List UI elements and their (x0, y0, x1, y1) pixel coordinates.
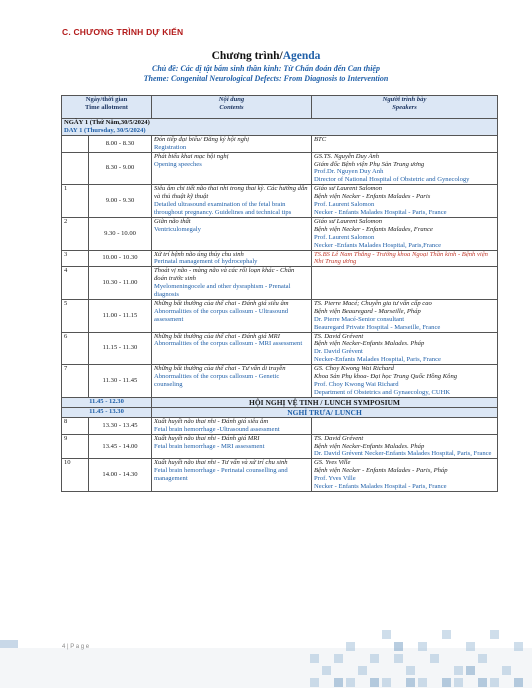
session-number: 4 (62, 267, 89, 300)
session-speakers (312, 299, 498, 332)
content-en: Registration (154, 143, 187, 151)
session-time: 9.00 - 9.30 (89, 185, 152, 218)
session-content (152, 267, 312, 300)
session-number: 10 (62, 459, 89, 492)
session-time: 9.30 - 10.00 (89, 217, 152, 250)
header-speakers-vi: Người trình bày (382, 96, 427, 103)
session-speakers (312, 365, 498, 398)
speaker-en: Dr. David Grévent (314, 348, 363, 356)
session-time: 14.00 - 14.30 (89, 459, 152, 492)
session-number: 6 (62, 332, 89, 365)
day-label-vi: NGÀY 1 (Thứ Năm,30/5/2024) (64, 119, 150, 126)
speaker-vi: TS. David Grévent (314, 434, 364, 442)
speaker-vi: Giáo sư Laurent Salomon (314, 217, 383, 225)
speaker-en: Necker - Enfants Malades Hospital - Paris, France (314, 208, 447, 216)
title-agenda: Agenda (282, 50, 321, 62)
session-content (152, 152, 312, 185)
content-en: Ventriculomegaly (154, 225, 201, 233)
speaker-vi: BTC (314, 135, 327, 143)
speaker-vi: Bệnh viện Necker-Enfants Malades. Pháp (314, 442, 425, 450)
lunch-row-label: NGHỈ TRƯA/ LUNCH (152, 407, 498, 417)
table-row (62, 434, 498, 459)
session-time: 8.30 - 9.00 (89, 152, 152, 185)
session-content (152, 299, 312, 332)
page-title (60, 50, 472, 62)
session-time: 10.30 - 11.00 (89, 267, 152, 300)
content-vi: Xử trí bệnh não úng thủy chu sinh (154, 250, 244, 258)
section-heading: C. CHƯƠNG TRÌNH DỰ KIẾN (62, 27, 184, 37)
speaker-vi: TS. David Grévent (314, 332, 364, 340)
content-vi: Thoát vị não - màng não và các rối loạn khác - Chẩn đoán trước sinh (154, 267, 295, 283)
table-row (62, 299, 498, 332)
session-speakers (312, 217, 498, 250)
session-time: 10.00 - 10.30 (89, 250, 152, 267)
session-speakers (312, 185, 498, 218)
content-vi: Những bất thường của thể chai - Tư vấn di truyền (154, 365, 286, 373)
speaker-en: Prof. Laurent Salomon (314, 201, 375, 209)
session-number: 7 (62, 365, 89, 398)
content-vi: Giãn não thất (154, 217, 191, 225)
header-content (152, 96, 312, 119)
speaker-vi: GS.TS. Nguyễn Duy Ánh (314, 152, 380, 160)
speaker-en: Necker-Enfants Malades Hospital, Paris, France (314, 356, 441, 364)
speaker-vi: TS. Pierre Macé; Chuyên gia tư vấn cấp cao (314, 299, 432, 307)
content-en: Detailed ultrasound examination of the fetal brain throughout pregnancy. Guidelines and technical tips (154, 201, 292, 216)
session-content (152, 459, 312, 492)
symposium-row-time: 11.45 - 12.30 (62, 397, 152, 407)
speaker-en: Dr. Pierre Macé-Senior consultant (314, 315, 405, 323)
speaker-vi: Giáo sư Laurent Salomon (314, 185, 383, 193)
content-vi: Những bất thường của thể chai - Đánh giá siêu âm (154, 299, 289, 307)
header-time-vi: Ngày/thời gian (85, 96, 128, 103)
table-row (62, 217, 498, 250)
session-number: 1 (62, 185, 89, 218)
session-speakers (312, 250, 498, 267)
table-row (62, 459, 498, 492)
speaker-en: Dr. David Grévent Necker-Enfants Malades Hospital, Paris, France (314, 450, 492, 458)
session-number: 5 (62, 299, 89, 332)
session-number: 9 (62, 434, 89, 459)
speaker-en: Prof. Laurent Salomon (314, 233, 375, 241)
session-number: 3 (62, 250, 89, 267)
speaker-vi: Bệnh viện Necker-Enfants Malades. Pháp (314, 340, 425, 348)
table-header-row (62, 96, 498, 119)
speaker-vi: GS. Yves Ville (314, 459, 351, 467)
session-time: 13.45 - 14.00 (89, 434, 152, 459)
content-vi: Những bất thường của thể chai - Đánh giá MRI (154, 332, 280, 340)
session-time: 8.00 - 8.30 (89, 135, 152, 152)
session-number (62, 152, 89, 185)
speaker-vi: Bệnh viện Necker - Enfants Malades, France (314, 225, 433, 233)
session-content (152, 332, 312, 365)
session-speakers (312, 267, 498, 300)
header-content-en: Contents (219, 103, 244, 111)
theme-english: Theme: Congenital Neurological Defects: From Diagnosis to Intervention (143, 74, 389, 83)
speaker-vi: Giám đốc Bệnh viện Phụ Sản Trung ương (314, 160, 425, 168)
day-row (62, 119, 498, 136)
session-speakers (312, 434, 498, 459)
content-en: Fetal brain hemorrhage - Perinatal counselling and management (154, 467, 288, 483)
session-speakers (312, 459, 498, 492)
session-time: 13.30 - 13.45 (89, 417, 152, 434)
speaker-vi: Bệnh viện Necker - Enfants Malades - Paris, Pháp (314, 467, 448, 475)
session-content (152, 135, 312, 152)
content-en: Abnormalities of the corpus callosum - Genetic counseling (154, 373, 280, 388)
content-en: Fetal brain hemorrhage -Ultrasound assessment (154, 425, 280, 433)
theme-vietnamese: Chủ đề: Các dị tật bẩm sinh thần kinh: Từ Chẩn đoán đến Can thiệp (152, 64, 380, 73)
speaker-en: Prof.Dr. Nguyen Duy Anh (314, 168, 384, 176)
speaker-vi: GS. Choy Kwong Wai Richard (314, 365, 394, 373)
table-row (62, 135, 498, 152)
session-content (152, 250, 312, 267)
content-vi: Phát biểu khai mạc hội nghị (154, 152, 229, 160)
speaker-en: Prof. Choy Kwong Wai Richard (314, 381, 399, 388)
header-time-en: Time allotment (85, 103, 128, 111)
title-main: Chương trình/ (211, 50, 283, 62)
footer-grid-pattern (300, 624, 532, 688)
day-label-en: DAY 1 (Thursday, 30/5/2024) (64, 126, 146, 134)
page-number: 4 | P a g e (62, 644, 90, 650)
session-time: 11.30 - 11.45 (89, 365, 152, 398)
session-content (152, 185, 312, 218)
session-speakers (312, 417, 498, 434)
header-content-vi: Nội dung (218, 96, 245, 103)
header-speakers (312, 96, 498, 119)
content-vi: Xuất huyết não thai nhi - Đánh giá siêu âm (154, 417, 269, 425)
table-row (62, 250, 498, 267)
speaker-en: Director of National Hospital of Obstetric and Gynecology (314, 176, 470, 184)
session-speakers (312, 135, 498, 152)
speaker-vi: Bệnh viện Beauregard - Marseille, Pháp (314, 307, 421, 315)
table-row (62, 267, 498, 300)
speaker-vi: Khoa Sản Phụ khoa- Đại học Trung Quốc Hồng Kông (314, 373, 458, 381)
session-time: 11.00 - 11.15 (89, 299, 152, 332)
content-vi: Xuất huyết não thai nhi - Đánh giá MRI (154, 434, 260, 442)
header-speakers-en: Speakers (392, 103, 417, 111)
session-content (152, 365, 312, 398)
content-en: Opening speeches (154, 160, 202, 168)
speaker-en: Beauregard Private Hospital - Marseille, France (314, 323, 441, 331)
content-en: Perinatal management of hydrocephaly (154, 258, 258, 266)
content-en: Fetal brain hemorrhage - MRI assessment (154, 442, 265, 450)
speaker-en: Necker - Enfants Malades Hospital - Paris, France (314, 483, 447, 491)
symposium-row (62, 397, 498, 407)
content-en: Abnormalities of the corpus callosum - MRI assessment (154, 340, 303, 348)
content-en: Myelomeningocele and other dysraphism - Prenatal diagnosis (154, 283, 291, 299)
session-time: 11.15 - 11.30 (89, 332, 152, 365)
table-row (62, 365, 498, 398)
title-block (60, 50, 472, 83)
lunch-row (62, 407, 498, 417)
symposium-row-label: HỘI NGHỊ VỆ TINH / LUNCH SYMPOSIUM (152, 397, 498, 407)
session-content (152, 434, 312, 459)
speaker-en: Necker -Enfants Malades Hospital, Paris,France (314, 241, 442, 249)
session-content (152, 217, 312, 250)
content-vi: Đón tiếp đại biểu/ Đăng ký hội nghị (154, 135, 250, 143)
session-content (152, 417, 312, 434)
lunch-row-time: 11.45 - 13.30 (62, 407, 152, 417)
session-speakers (312, 152, 498, 185)
session-number (62, 135, 89, 152)
speaker-vi: Bệnh viện Necker - Enfants Malades - Paris (314, 193, 431, 201)
speaker-en: Department of Obstetrics and Gynaecology, CUHK (314, 388, 451, 396)
table-row (62, 417, 498, 434)
session-number: 2 (62, 217, 89, 250)
table-row (62, 332, 498, 365)
speaker-vi: TS.BS Lê Nam Thắng - Trưởng khoa Ngoại Thần kinh - Bệnh viện Nhi Trung ương (314, 250, 488, 266)
content-vi: Siêu âm chi tiết não thai nhi trong thai kỳ. Các hướng dẫn và thủ thuật kỹ thuật (154, 185, 308, 201)
session-number: 8 (62, 417, 89, 434)
content-vi: Xuất huyết não thai nhi - Tư vấn và xử trí chu sinh (154, 459, 288, 467)
speaker-en: Prof. Yves Ville (314, 475, 356, 483)
table-row (62, 185, 498, 218)
day-cell (62, 119, 498, 136)
header-time (62, 96, 152, 119)
table-row (62, 152, 498, 185)
session-speakers (312, 332, 498, 365)
content-en: Abnormalities of the corpus callosum - Ultrasound assessment (154, 307, 289, 323)
agenda-table (61, 95, 498, 492)
